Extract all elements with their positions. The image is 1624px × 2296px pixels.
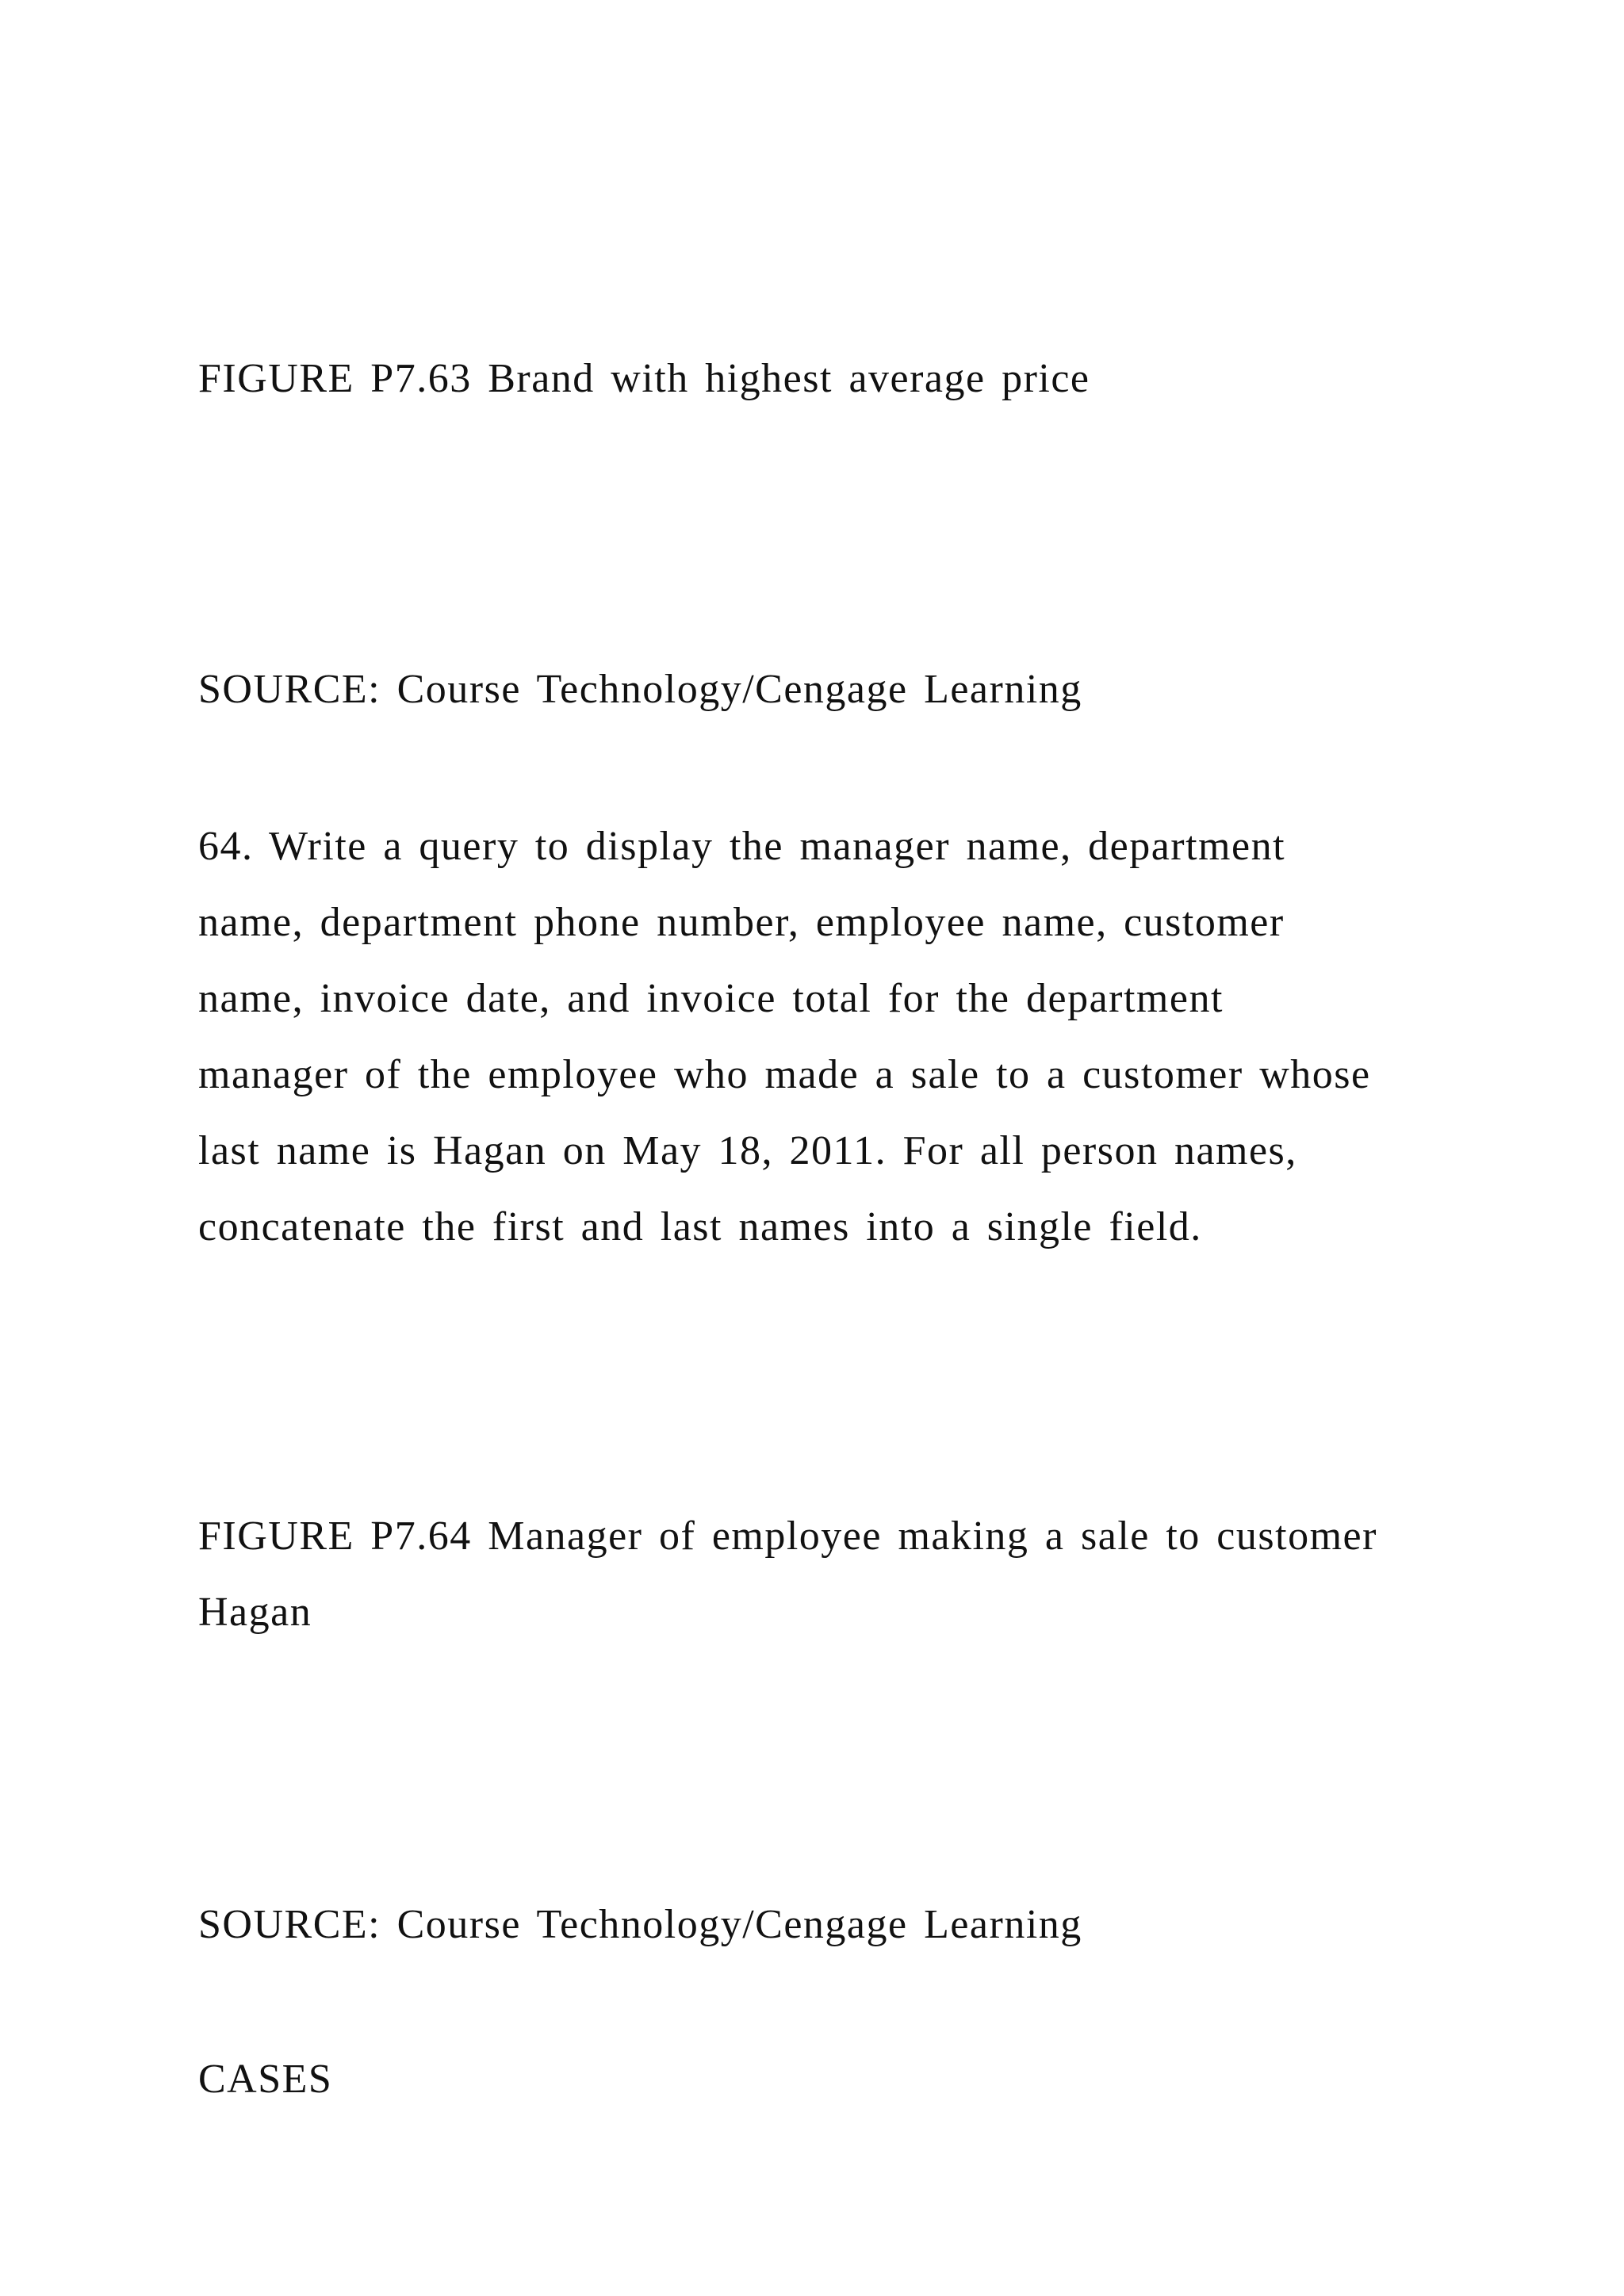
- question-64-line: manager of the employee who made a sale to a customer whose: [198, 1052, 1371, 1097]
- question-64-paragraph: [198, 809, 1371, 1265]
- source-credit-1: SOURCE: Course Technology/Cengage Learning: [198, 667, 1082, 712]
- question-64-line: 64. Write a query to display the manager name, department: [198, 824, 1286, 869]
- source-credit-2: SOURCE: Course Technology/Cengage Learning: [198, 1902, 1082, 1947]
- figure-p764-caption-line: FIGURE P7.64 Manager of employee making a sale to customer: [198, 1513, 1377, 1559]
- figure-p764-caption-line: Hagan: [198, 1590, 312, 1635]
- question-64-line: concatenate the first and last names into a single field.: [198, 1204, 1202, 1249]
- figure-p764-caption: [198, 1498, 1377, 1651]
- question-64-line: name, department phone number, employee name, customer: [198, 900, 1285, 945]
- figure-p763-caption: FIGURE P7.63 Brand with highest average price: [198, 356, 1090, 401]
- question-64-line: name, invoice date, and invoice total for the department: [198, 976, 1224, 1021]
- question-64-line: last name is Hagan on May 18, 2011. For all person names,: [198, 1128, 1297, 1173]
- section-heading-cases: CASES: [198, 2057, 333, 2102]
